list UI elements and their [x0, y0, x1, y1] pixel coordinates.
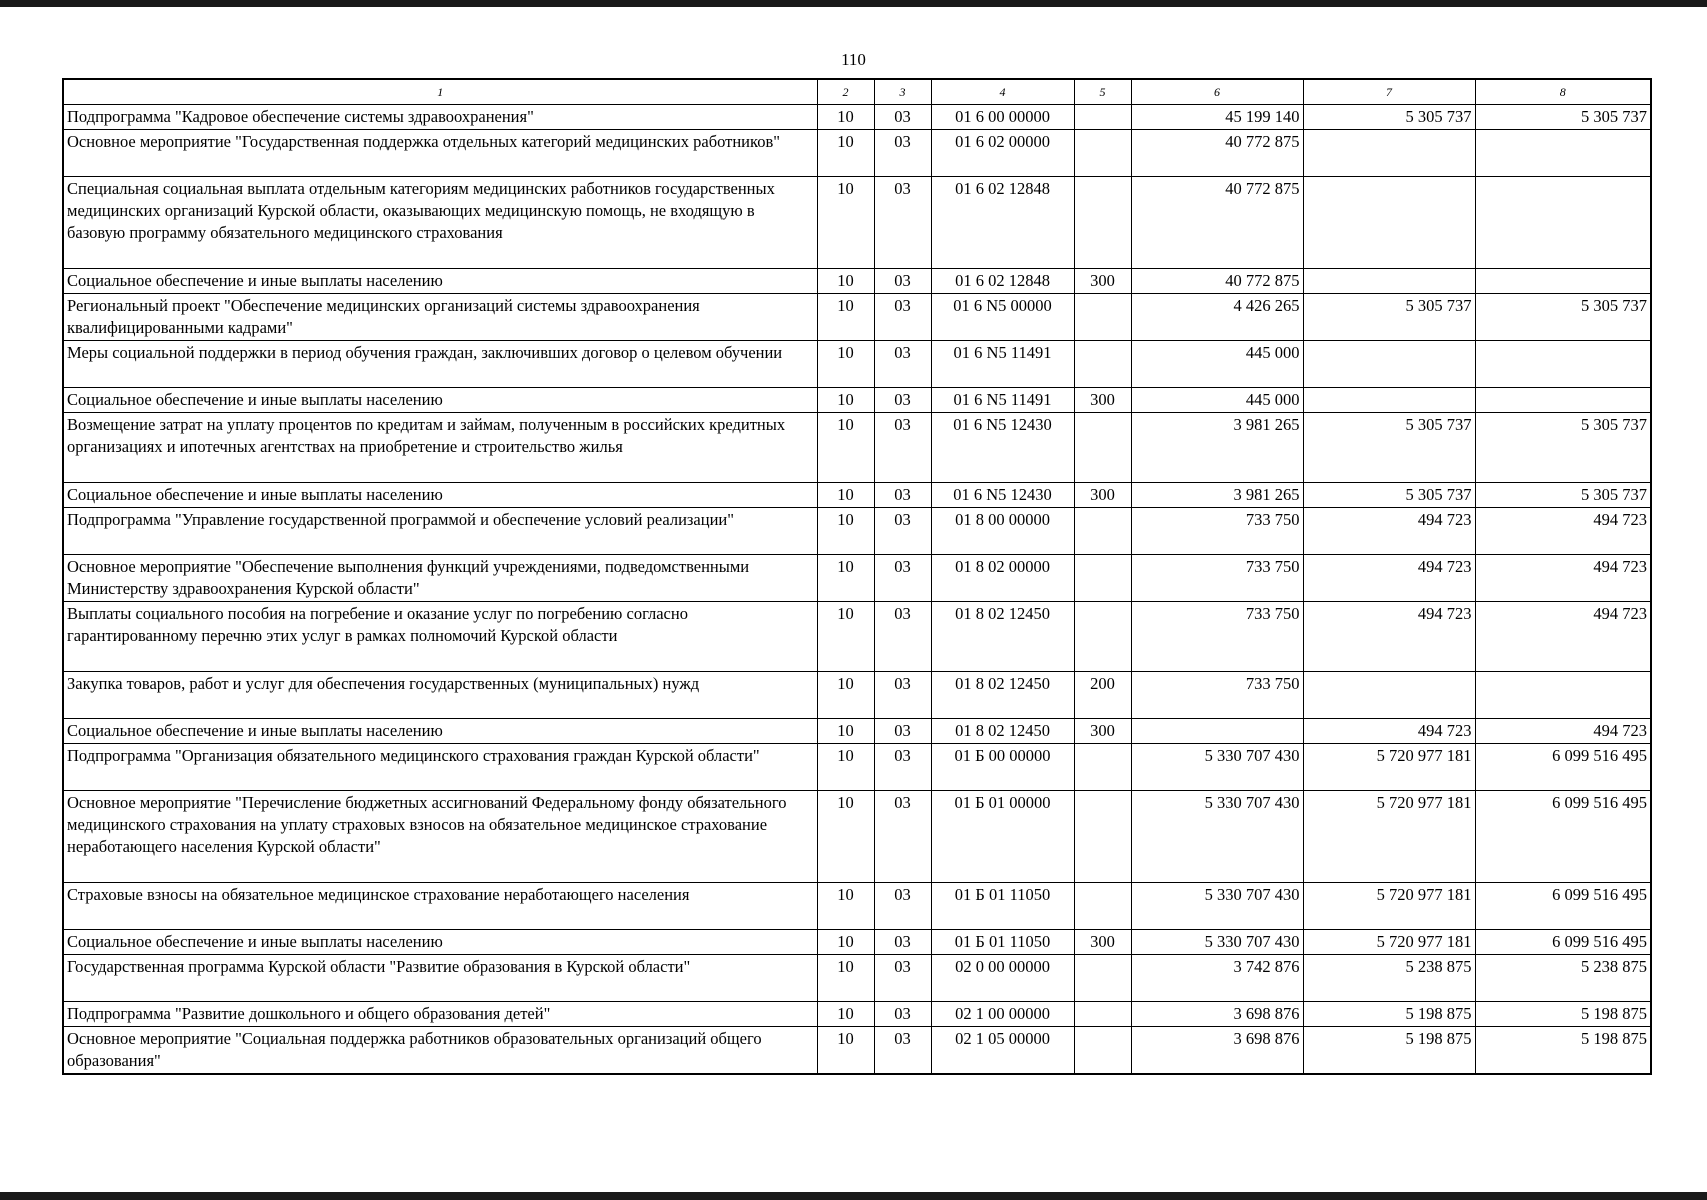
row-subsection: 03 — [874, 130, 931, 177]
row-name: Социальное обеспечение и иные выплаты населению — [63, 719, 817, 744]
row-section: 10 — [817, 555, 874, 602]
row-target-article: 01 Б 01 00000 — [931, 791, 1074, 883]
row-subsection: 03 — [874, 508, 931, 555]
row-subsection: 03 — [874, 388, 931, 413]
row-subsection: 03 — [874, 1002, 931, 1027]
row-target-article: 01 Б 01 11050 — [931, 930, 1074, 955]
row-section: 10 — [817, 672, 874, 719]
row-expense-type — [1074, 1027, 1131, 1075]
table-row — [63, 413, 1651, 483]
column-number: 4 — [931, 79, 1074, 105]
row-section: 10 — [817, 388, 874, 413]
row-amount-year-3: 5 305 737 — [1475, 105, 1651, 130]
row-name: Закупка товаров, работ и услуг для обеспечения государственных (муниципальных) нужд — [63, 672, 817, 719]
row-target-article: 01 6 02 12848 — [931, 269, 1074, 294]
row-amount-year-2: 5 198 875 — [1303, 1027, 1475, 1075]
row-subsection: 03 — [874, 955, 931, 1002]
row-amount-year-2: 5 720 977 181 — [1303, 744, 1475, 791]
row-target-article: 01 8 02 12450 — [931, 672, 1074, 719]
row-section: 10 — [817, 930, 874, 955]
row-subsection: 03 — [874, 1027, 931, 1075]
row-amount-year-1: 5 330 707 430 — [1131, 883, 1303, 930]
row-amount-year-3 — [1475, 341, 1651, 388]
column-number: 3 — [874, 79, 931, 105]
row-target-article: 01 6 N5 11491 — [931, 388, 1074, 413]
row-target-article: 01 6 02 12848 — [931, 177, 1074, 269]
row-expense-type — [1074, 555, 1131, 602]
row-amount-year-3: 6 099 516 495 — [1475, 744, 1651, 791]
row-name: Государственная программа Курской области "Развитие образования в Курской области" — [63, 955, 817, 1002]
row-section: 10 — [817, 413, 874, 483]
row-amount-year-1: 4 426 265 — [1131, 294, 1303, 341]
row-target-article: 01 6 N5 12430 — [931, 483, 1074, 508]
row-target-article: 01 8 02 12450 — [931, 719, 1074, 744]
table-row — [63, 105, 1651, 130]
row-amount-year-1: 445 000 — [1131, 341, 1303, 388]
row-amount-year-3 — [1475, 672, 1651, 719]
row-target-article: 02 1 05 00000 — [931, 1027, 1074, 1075]
row-amount-year-1: 3 698 876 — [1131, 1002, 1303, 1027]
table-row — [63, 269, 1651, 294]
table-row — [63, 555, 1651, 602]
table-row — [63, 719, 1651, 744]
row-section: 10 — [817, 130, 874, 177]
row-amount-year-2 — [1303, 177, 1475, 269]
row-amount-year-3: 5 305 737 — [1475, 483, 1651, 508]
row-amount-year-2: 5 198 875 — [1303, 1002, 1475, 1027]
row-target-article: 02 0 00 00000 — [931, 955, 1074, 1002]
row-name: Региональный проект "Обеспечение медицинских организаций системы здравоохранения квалифицированными кадрами" — [63, 294, 817, 341]
row-amount-year-1: 45 199 140 — [1131, 105, 1303, 130]
row-name: Социальное обеспечение и иные выплаты населению — [63, 388, 817, 413]
row-target-article: 01 6 00 00000 — [931, 105, 1074, 130]
row-amount-year-2: 5 720 977 181 — [1303, 883, 1475, 930]
row-name: Специальная социальная выплата отдельным категориям медицинских работников государственных медицинских организаций Курской области, оказывающих медицинскую помощь, не входящую в базовую программу обязательного медицинского страхования — [63, 177, 817, 269]
row-subsection: 03 — [874, 602, 931, 672]
column-number: 8 — [1475, 79, 1651, 105]
row-amount-year-3: 494 723 — [1475, 719, 1651, 744]
column-number: 2 — [817, 79, 874, 105]
row-amount-year-1 — [1131, 719, 1303, 744]
row-amount-year-1: 733 750 — [1131, 602, 1303, 672]
row-amount-year-2: 5 305 737 — [1303, 413, 1475, 483]
row-amount-year-1: 40 772 875 — [1131, 130, 1303, 177]
row-amount-year-1: 5 330 707 430 — [1131, 930, 1303, 955]
table-row — [63, 294, 1651, 341]
row-expense-type — [1074, 130, 1131, 177]
row-subsection: 03 — [874, 294, 931, 341]
table-row — [63, 672, 1651, 719]
row-amount-year-3: 5 198 875 — [1475, 1002, 1651, 1027]
column-number: 1 — [63, 79, 817, 105]
row-subsection: 03 — [874, 269, 931, 294]
row-name: Подпрограмма "Развитие дошкольного и общего образования детей" — [63, 1002, 817, 1027]
table-row — [63, 508, 1651, 555]
row-section: 10 — [817, 955, 874, 1002]
row-amount-year-1: 733 750 — [1131, 508, 1303, 555]
scan-top-edge — [0, 0, 1707, 7]
row-section: 10 — [817, 177, 874, 269]
row-name: Подпрограмма "Организация обязательного медицинского страхования граждан Курской области" — [63, 744, 817, 791]
row-subsection: 03 — [874, 341, 931, 388]
row-amount-year-2: 494 723 — [1303, 555, 1475, 602]
row-name: Социальное обеспечение и иные выплаты населению — [63, 483, 817, 508]
row-subsection: 03 — [874, 672, 931, 719]
table-row — [63, 883, 1651, 930]
row-expense-type — [1074, 602, 1131, 672]
row-amount-year-1: 40 772 875 — [1131, 177, 1303, 269]
row-section: 10 — [817, 791, 874, 883]
table-row — [63, 1002, 1651, 1027]
row-target-article: 01 8 00 00000 — [931, 508, 1074, 555]
row-expense-type: 300 — [1074, 930, 1131, 955]
budget-table — [62, 78, 1652, 1075]
row-expense-type — [1074, 508, 1131, 555]
row-section: 10 — [817, 294, 874, 341]
row-expense-type: 300 — [1074, 269, 1131, 294]
row-amount-year-2: 494 723 — [1303, 602, 1475, 672]
row-subsection: 03 — [874, 483, 931, 508]
row-name: Выплаты социального пособия на погребение и оказание услуг по погребению согласно гарантированному перечню этих услуг в рамках полномочий Курской области — [63, 602, 817, 672]
row-section: 10 — [817, 105, 874, 130]
row-target-article: 01 6 N5 00000 — [931, 294, 1074, 341]
page-number: 110 — [841, 50, 866, 69]
row-expense-type — [1074, 177, 1131, 269]
table-row — [63, 130, 1651, 177]
row-amount-year-2: 494 723 — [1303, 719, 1475, 744]
row-expense-type: 300 — [1074, 719, 1131, 744]
row-target-article: 01 Б 01 11050 — [931, 883, 1074, 930]
row-name: Основное мероприятие "Перечисление бюджетных ассигнований Федеральному фонду обязательного медицинского страхования на уплату страховых взносов на обязательное медицинское страхование неработающего населения Курской области" — [63, 791, 817, 883]
row-subsection: 03 — [874, 930, 931, 955]
row-section: 10 — [817, 483, 874, 508]
row-amount-year-2: 5 305 737 — [1303, 294, 1475, 341]
row-amount-year-3 — [1475, 130, 1651, 177]
row-amount-year-3: 6 099 516 495 — [1475, 930, 1651, 955]
row-amount-year-2: 5 720 977 181 — [1303, 791, 1475, 883]
row-section: 10 — [817, 744, 874, 791]
row-amount-year-2 — [1303, 341, 1475, 388]
table-row — [63, 341, 1651, 388]
row-expense-type — [1074, 105, 1131, 130]
column-number: 5 — [1074, 79, 1131, 105]
row-subsection: 03 — [874, 413, 931, 483]
row-name: Меры социальной поддержки в период обучения граждан, заключивших договор о целевом обучении — [63, 341, 817, 388]
row-section: 10 — [817, 341, 874, 388]
row-expense-type — [1074, 294, 1131, 341]
table-row — [63, 388, 1651, 413]
row-amount-year-2: 494 723 — [1303, 508, 1475, 555]
row-amount-year-1: 733 750 — [1131, 672, 1303, 719]
row-target-article: 02 1 00 00000 — [931, 1002, 1074, 1027]
row-target-article: 01 Б 00 00000 — [931, 744, 1074, 791]
row-expense-type — [1074, 955, 1131, 1002]
row-amount-year-3: 494 723 — [1475, 555, 1651, 602]
row-amount-year-2: 5 720 977 181 — [1303, 930, 1475, 955]
row-name: Основное мероприятие "Обеспечение выполнения функций учреждениями, подведомственными Министерству здравоохранения Курской области" — [63, 555, 817, 602]
column-number: 7 — [1303, 79, 1475, 105]
scan-bottom-edge — [0, 1192, 1707, 1200]
row-amount-year-1: 3 698 876 — [1131, 1027, 1303, 1075]
table-row — [63, 955, 1651, 1002]
row-amount-year-3: 494 723 — [1475, 508, 1651, 555]
row-name: Подпрограмма "Управление государственной программой и обеспечение условий реализации" — [63, 508, 817, 555]
row-expense-type — [1074, 744, 1131, 791]
row-section: 10 — [817, 602, 874, 672]
row-amount-year-2: 5 305 737 — [1303, 483, 1475, 508]
row-name: Основное мероприятие "Государственная поддержка отдельных категорий медицинских работников" — [63, 130, 817, 177]
row-section: 10 — [817, 719, 874, 744]
table-row — [63, 483, 1651, 508]
row-expense-type — [1074, 1002, 1131, 1027]
row-amount-year-1: 445 000 — [1131, 388, 1303, 413]
row-name: Страховые взносы на обязательное медицинское страхование неработающего населения — [63, 883, 817, 930]
row-subsection: 03 — [874, 883, 931, 930]
row-target-article: 01 6 02 00000 — [931, 130, 1074, 177]
table-row — [63, 177, 1651, 269]
row-amount-year-2 — [1303, 388, 1475, 413]
row-target-article: 01 8 02 12450 — [931, 602, 1074, 672]
row-expense-type — [1074, 791, 1131, 883]
row-expense-type — [1074, 883, 1131, 930]
table-row — [63, 602, 1651, 672]
row-amount-year-3: 6 099 516 495 — [1475, 883, 1651, 930]
row-subsection: 03 — [874, 177, 931, 269]
table-row — [63, 791, 1651, 883]
row-amount-year-3 — [1475, 388, 1651, 413]
row-expense-type — [1074, 341, 1131, 388]
row-amount-year-3 — [1475, 177, 1651, 269]
column-number: 6 — [1131, 79, 1303, 105]
row-name: Социальное обеспечение и иные выплаты населению — [63, 269, 817, 294]
row-section: 10 — [817, 1002, 874, 1027]
row-subsection: 03 — [874, 744, 931, 791]
row-amount-year-2: 5 305 737 — [1303, 105, 1475, 130]
row-amount-year-2: 5 238 875 — [1303, 955, 1475, 1002]
row-expense-type — [1074, 413, 1131, 483]
row-name: Основное мероприятие "Социальная поддержка работников образовательных организаций общего образования" — [63, 1027, 817, 1075]
row-amount-year-3: 6 099 516 495 — [1475, 791, 1651, 883]
row-section: 10 — [817, 508, 874, 555]
row-subsection: 03 — [874, 555, 931, 602]
row-amount-year-1: 3 981 265 — [1131, 413, 1303, 483]
row-subsection: 03 — [874, 105, 931, 130]
row-subsection: 03 — [874, 719, 931, 744]
row-amount-year-3 — [1475, 269, 1651, 294]
row-expense-type: 200 — [1074, 672, 1131, 719]
table-row — [63, 1027, 1651, 1075]
row-amount-year-2 — [1303, 130, 1475, 177]
row-amount-year-2 — [1303, 269, 1475, 294]
row-expense-type: 300 — [1074, 483, 1131, 508]
row-amount-year-1: 3 981 265 — [1131, 483, 1303, 508]
row-amount-year-3: 5 198 875 — [1475, 1027, 1651, 1075]
row-amount-year-1: 733 750 — [1131, 555, 1303, 602]
row-name: Подпрограмма "Кадровое обеспечение системы здравоохранения" — [63, 105, 817, 130]
row-expense-type: 300 — [1074, 388, 1131, 413]
row-name: Возмещение затрат на уплату процентов по кредитам и займам, полученным в российских кредитных организациях и ипотечных агентствах на приобретение и строительство жилья — [63, 413, 817, 483]
row-amount-year-1: 40 772 875 — [1131, 269, 1303, 294]
row-amount-year-1: 5 330 707 430 — [1131, 791, 1303, 883]
row-target-article: 01 6 N5 12430 — [931, 413, 1074, 483]
row-section: 10 — [817, 883, 874, 930]
table-row — [63, 930, 1651, 955]
row-amount-year-3: 5 238 875 — [1475, 955, 1651, 1002]
row-amount-year-3: 5 305 737 — [1475, 294, 1651, 341]
table-row — [63, 744, 1651, 791]
row-subsection: 03 — [874, 791, 931, 883]
column-number-row — [63, 79, 1651, 105]
row-target-article: 01 8 02 00000 — [931, 555, 1074, 602]
row-amount-year-3: 494 723 — [1475, 602, 1651, 672]
row-target-article: 01 6 N5 11491 — [931, 341, 1074, 388]
row-section: 10 — [817, 269, 874, 294]
row-name: Социальное обеспечение и иные выплаты населению — [63, 930, 817, 955]
row-amount-year-1: 5 330 707 430 — [1131, 744, 1303, 791]
row-amount-year-3: 5 305 737 — [1475, 413, 1651, 483]
row-amount-year-2 — [1303, 672, 1475, 719]
row-amount-year-1: 3 742 876 — [1131, 955, 1303, 1002]
row-section: 10 — [817, 1027, 874, 1075]
